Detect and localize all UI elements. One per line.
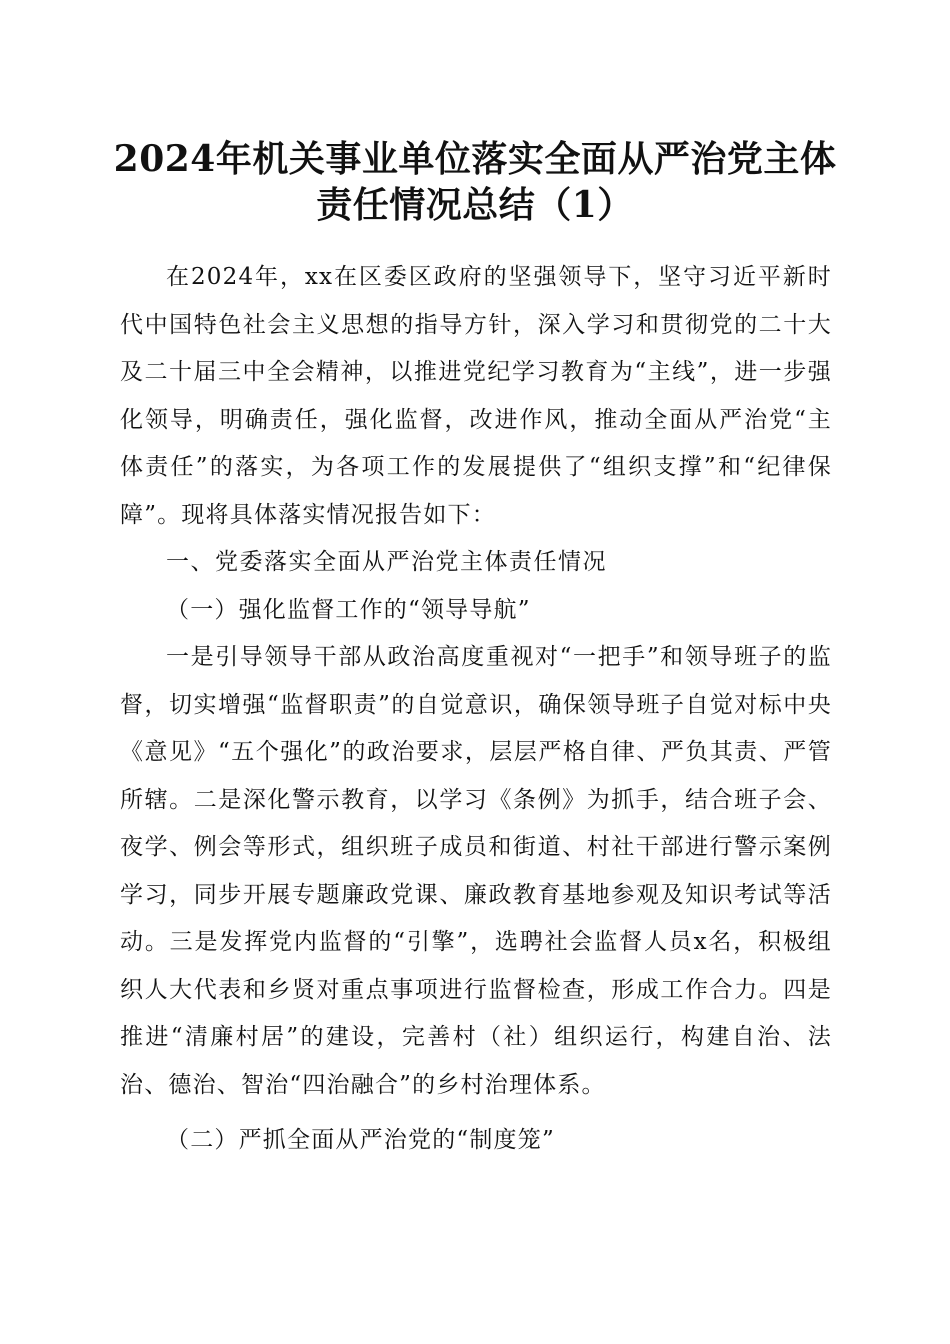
title-line-2: 责任情况总结（1） <box>316 184 634 226</box>
document-title <box>100 136 850 228</box>
intro-paragraph: 在2024年，xx在区委区政府的坚强领导下，坚守习近平新时代中国特色社会主义思想的指导方针，深入学习和贯彻党的二十大及二十届三中全会精神，以推进党纪学习教育为“主线”，进一步强化领导，明确责任，强化监督，改进作风，推动全面从严治党“主体责任”的落实，为各项工作的发展提供了“组织支撑”和“纪律保障”。现将具体落实情况报告如下： <box>120 264 832 528</box>
title-line-1: 2024年机关事业单位落实全面从严治党主体 <box>113 138 837 180</box>
paragraph-spacer <box>120 1109 832 1117</box>
subsection-heading-1: （一）强化监督工作的“领导导航” <box>166 596 531 623</box>
subsection-1-paragraph: 一是引导领导干部从政治高度重视对“一把手”和领导班子的监督，切实增强“监督职责”的自觉意识，确保领导班子自觉对标中央《意见》“五个强化”的政治要求，层层严格自律、严负其责、严管所辖。二是深化警示教育，以学习《条例》为抓手，结合班子会、夜学、例会等形式，组织班子成员和街道、村社干部进行警示案例学习，同步开展专题廉政党课、廉政教育基地参观及知识考试等活动。三是发挥党内监督的“引擎”，选聘社会监督人员x名，积极组织人大代表和乡贤对重点事项进行监督检查，形成工作合力。四是推进“清廉村居”的建设，完善村（社）组织运行，构建自治、法治、德治、智治“四治融合”的乡村治理体系。 <box>120 644 832 1098</box>
subsection-heading-2: （二）严抓全面从严治党的“制度笼” <box>166 1127 555 1153</box>
section-heading-1: 一、党委落实全面从严治党主体责任情况 <box>166 549 607 575</box>
document-body <box>120 254 832 1165</box>
